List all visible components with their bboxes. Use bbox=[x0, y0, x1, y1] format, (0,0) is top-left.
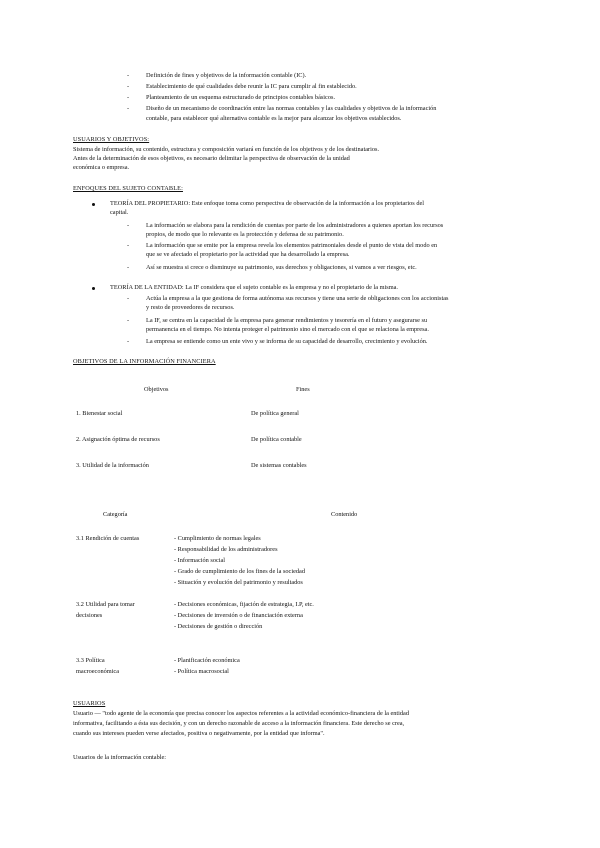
table-cell: De política general bbox=[251, 410, 299, 417]
dash: - bbox=[127, 94, 130, 101]
list-item: La información se elabora para la rendición de cuentas por parte de los administradores a quienes aportan los recursos bbox=[146, 222, 444, 229]
list-item: Definición de fines y objetivos de la información contable (IC). bbox=[146, 72, 307, 79]
table-cell: - Política macrosocial bbox=[174, 668, 229, 675]
list-item: Diseño de un mecanismo de coordinación entre las normas contables y las cualidades y objetivos de la información bbox=[146, 105, 437, 112]
table-cell: - Información social bbox=[174, 557, 226, 564]
list-item: Establecimiento de qué cualidades debe reunir la IC para cumplir al fin establecido. bbox=[146, 83, 357, 90]
table-cell: De sistemas contables bbox=[251, 462, 307, 469]
list-item: Así se muestra si crece o disminuye su patrimonio, sus derechos y obligaciones, si vamos a ver riesgos, etc. bbox=[146, 264, 417, 271]
table-cell: - Decisiones de inversión o de financiación externa bbox=[174, 612, 303, 619]
paragraph-line: informativa, facilitando a ésta sus decisión, y con un derecho razonable de acceso a la información financiera. Este derecho se crea, bbox=[73, 720, 405, 727]
table-cell: - Planificación económica bbox=[174, 657, 240, 664]
bullet-icon bbox=[92, 203, 95, 206]
table-header: Contenido bbox=[331, 511, 358, 518]
table-cell: decisiones bbox=[76, 612, 103, 619]
table-cell: De política contable bbox=[251, 436, 302, 443]
bullet-icon bbox=[92, 287, 95, 290]
table-cell: 2. Asignación óptima de recursos bbox=[76, 436, 160, 443]
list-item: La empresa se entiende como un ente vivo y se informa de su capacidad de desarrollo, crecimiento y evolución. bbox=[146, 338, 428, 345]
paragraph-line: capital. bbox=[110, 209, 129, 216]
dash: - bbox=[127, 242, 130, 249]
section-heading: ENFOQUES DEL SUJETO CONTABLE: bbox=[73, 185, 183, 192]
paragraph-line: cuando sus intereses pueden verse afectados, positiva o negativamente, por la entidad que informa". bbox=[73, 730, 325, 737]
list-item: que se ve afectado el propietario por la actividad que ha desarrollado la empresa. bbox=[146, 251, 350, 258]
section-heading: USUARIOS Y OBJETIVOS: bbox=[73, 136, 150, 143]
paragraph-line: TEORÍA DE LA ENTIDAD: La IF considera que el sujeto contable es la empresa y no el propietario de la misma. bbox=[110, 284, 398, 291]
table-cell: - Decisiones económicas, fijación de estrategia, I.P, etc. bbox=[174, 601, 314, 608]
paragraph-line: TEORÍA DEL PROPIETARIO: Este enfoque toma como perspectiva de observación de la información a los propietarios del bbox=[110, 200, 425, 207]
table-cell: - Grado de cumplimiento de los fines de la sociedad bbox=[174, 568, 305, 575]
dash: - bbox=[127, 338, 130, 345]
table-cell: 1. Bienestar social bbox=[76, 410, 123, 417]
table-cell: 3.1 Rendición de cuentas bbox=[76, 535, 140, 542]
dash: - bbox=[127, 83, 130, 90]
list-item: La IF, se centra en la capacidad de la empresa para generar rendimientos y tesorería en el futuro y asegurarse su bbox=[146, 317, 428, 324]
table-cell: 3.3 Política bbox=[76, 657, 105, 664]
list-item: propios, de modo que lo relevante es la protección y defensa de su patrimonio. bbox=[146, 231, 344, 238]
table-cell: 3. Utilidad de la información bbox=[76, 462, 149, 469]
table-cell: - Decisiones de gestión o dirección bbox=[174, 623, 263, 630]
list-item: y resto de proveedores de recursos. bbox=[146, 304, 235, 311]
list-item: La información que se emite por la empresa revela los elementos patrimoniales desde el punto de vista del modo en bbox=[146, 242, 438, 249]
table-cell: - Cumplimiento de normas legales bbox=[174, 535, 261, 542]
table-header: Categoría bbox=[103, 511, 128, 518]
list-item: Actúa la empresa a la que gestiona de forma autónoma sus recursos y tiene una serie de obligaciones con los accionistas bbox=[146, 295, 449, 302]
section-heading: OBJETIVOS DE LA INFORMACIÓN FINANCIERA bbox=[73, 358, 216, 365]
list-item: contable, para establecer qué alternativa contable es la mejor para alcanzar los objetivos establecidos. bbox=[146, 115, 402, 122]
paragraph-line: económica o empresa. bbox=[73, 164, 130, 171]
paragraph-line: Sistema de información, su contenido, estructura y composición variará en función de los objetivos y de los destinatarios. bbox=[73, 146, 380, 153]
table-cell: macroeconómica bbox=[76, 668, 120, 675]
paragraph-line: Usuarios de la información contable: bbox=[73, 754, 167, 761]
dash: - bbox=[127, 317, 130, 324]
table-cell: 3.2 Utilidad para tomar bbox=[76, 601, 135, 608]
table-header: Fines bbox=[296, 386, 310, 393]
dash: - bbox=[127, 105, 130, 112]
dash: - bbox=[127, 72, 130, 79]
table-header: Objetivos bbox=[144, 386, 169, 393]
list-item: Planteamiento de un esquema estructurado de principios contables básicos. bbox=[146, 94, 336, 101]
dash: - bbox=[127, 264, 130, 271]
list-item: permanencia en el tiempo. No intenta proteger el patrimonio sino el mercado con el que se relaciona la empresa. bbox=[146, 326, 429, 333]
dash: - bbox=[127, 295, 130, 302]
paragraph-line: Antes de la determinación de esos objetivos, es necesario delimitar la perspectiva de observación de la unidad bbox=[73, 155, 350, 162]
dash: - bbox=[127, 222, 130, 229]
section-heading: USUARIOS bbox=[73, 700, 106, 707]
table-cell: - Responsabilidad de los administradores bbox=[174, 546, 278, 553]
paragraph-line: Usuario — "todo agente de la economía que precisa conocer los aspectos referentes a la actividad económico-financiera de la entidad bbox=[73, 710, 409, 717]
table-cell: - Situación y evolución del patrimonio y resultados bbox=[174, 579, 303, 586]
